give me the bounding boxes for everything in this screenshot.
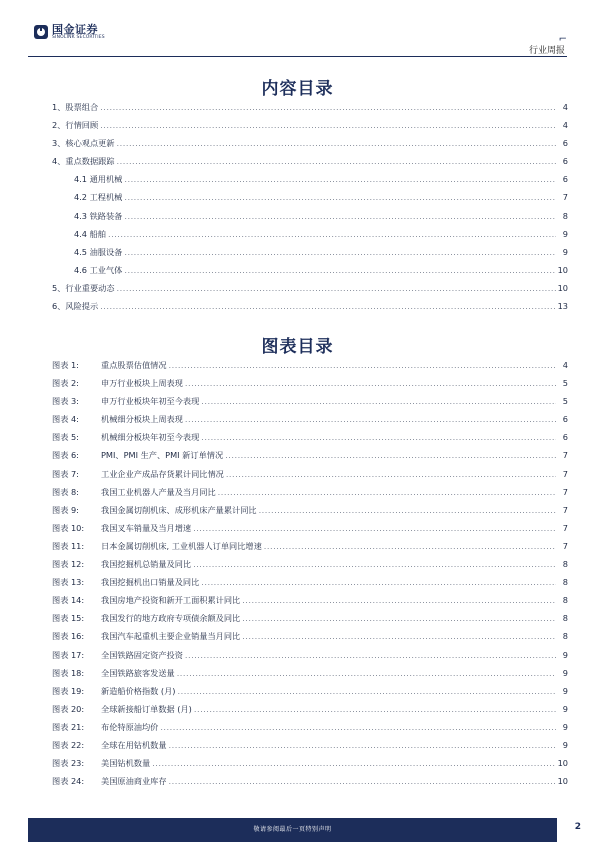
figure-entry-number: 图表 12: xyxy=(52,559,85,570)
figure-entry-number: 图表 6: xyxy=(52,450,79,461)
figure-entry-number: 图表 9: xyxy=(52,504,79,515)
figure-entry[interactable] xyxy=(52,505,568,523)
toc-entry-label: 4.1 通用机械 xyxy=(74,174,123,185)
figure-entry-page: 7 xyxy=(562,468,568,479)
figure-entry[interactable] xyxy=(52,704,568,722)
dot-leader xyxy=(117,156,556,166)
toc-entry[interactable] xyxy=(52,283,568,301)
logo-name-cn: 国金证券 xyxy=(52,23,98,36)
dot-leader xyxy=(178,686,557,696)
figure-entry[interactable] xyxy=(52,360,568,378)
figure-entry-page: 7 xyxy=(562,540,568,551)
figure-entry[interactable] xyxy=(52,595,568,613)
figure-entry-number: 图表 13: xyxy=(52,577,85,588)
figure-entry-page: 10 xyxy=(557,776,568,787)
toc-entry[interactable] xyxy=(52,265,568,283)
figure-entry-label: 布伦特原油均价 xyxy=(101,721,159,732)
company-logo xyxy=(34,24,105,41)
figure-entry-number: 图表 24: xyxy=(52,776,85,787)
figure-entry-page: 7 xyxy=(562,522,568,533)
toc-entry-label: 3、核心观点更新 xyxy=(52,138,115,149)
figure-entry-page: 6 xyxy=(562,432,568,443)
dot-leader xyxy=(194,704,556,714)
dot-leader xyxy=(100,301,555,311)
figure-entry-label: 我国发行的地方政府专项债余额及同比 xyxy=(101,613,241,624)
figure-entry-label: 我国挖掘机总销量及同比 xyxy=(101,559,192,570)
dot-leader xyxy=(169,360,556,370)
figure-entry-number: 图表 11: xyxy=(52,540,85,551)
toc-list xyxy=(52,102,568,319)
figure-entry[interactable] xyxy=(52,469,568,487)
toc-entry-page: 7 xyxy=(562,192,568,203)
dot-leader xyxy=(226,469,556,479)
figure-entry[interactable] xyxy=(52,396,568,414)
figure-entry-number: 图表 10: xyxy=(52,522,85,533)
figure-entry-number: 图表 7: xyxy=(52,468,79,479)
dot-leader xyxy=(100,102,556,112)
figure-entry-page: 9 xyxy=(562,703,568,714)
figure-entry-number: 图表 23: xyxy=(52,758,85,769)
footer-disclaimer: 敬请参阅最后一页特别声明 xyxy=(253,826,332,833)
toc-entry-page: 6 xyxy=(562,138,568,149)
toc-entry-page: 10 xyxy=(557,264,568,275)
figure-entry-page: 7 xyxy=(562,450,568,461)
dot-leader xyxy=(124,265,555,275)
figure-entry-number: 图表 18: xyxy=(52,667,85,678)
figure-entry-page: 5 xyxy=(562,396,568,407)
dot-leader xyxy=(169,740,556,750)
toc-entry-label: 1、股票组合 xyxy=(52,102,99,112)
dot-leader xyxy=(218,487,556,497)
figure-entry[interactable] xyxy=(52,631,568,649)
figure-entry[interactable] xyxy=(52,758,568,776)
figure-entry-number: 图表 5: xyxy=(52,432,79,443)
dot-leader xyxy=(124,192,556,202)
toc-entry-label: 4.4 船舶 xyxy=(74,228,106,239)
figure-entry-label: 申万行业板块年初至今表现 xyxy=(101,396,200,407)
dot-leader xyxy=(264,541,556,551)
figure-entry-page: 6 xyxy=(562,414,568,425)
dot-leader xyxy=(201,396,556,406)
figure-entry-number: 图表 22: xyxy=(52,739,85,750)
toc-entry[interactable] xyxy=(52,102,568,120)
dot-leader xyxy=(185,414,556,424)
toc-entry-label: 4、重点数据跟踪 xyxy=(52,156,115,167)
figure-entry-label: 我国挖掘机出口销量及同比 xyxy=(101,577,200,588)
toc-entry-page: 13 xyxy=(557,301,568,312)
figure-entry-page: 5 xyxy=(562,378,568,389)
figure-entry-number: 图表 2: xyxy=(52,378,79,389)
logo-mark-icon xyxy=(34,25,48,39)
figure-entry-number: 图表 16: xyxy=(52,631,85,642)
figure-entry-number: 图表 1: xyxy=(52,360,79,370)
figure-entry-label: 我国汽车起重机主要企业销量当月同比 xyxy=(101,631,241,642)
dot-leader xyxy=(124,211,556,221)
toc-entry-page: 4 xyxy=(562,102,568,112)
toc-entry-label: 4.5 油服设备 xyxy=(74,246,123,257)
toc-entry-label: 4.3 铁路装备 xyxy=(74,210,123,221)
figure-entry-page: 8 xyxy=(562,613,568,624)
report-type-label: 行业周报 xyxy=(528,46,565,56)
dot-leader xyxy=(201,577,556,587)
toc-entry[interactable] xyxy=(52,301,568,319)
dot-leader xyxy=(201,432,556,442)
figure-entry[interactable] xyxy=(52,450,568,468)
toc-entry-label: 2、行情回顾 xyxy=(52,120,99,131)
figure-entry-page: 7 xyxy=(562,486,568,497)
figure-entry[interactable] xyxy=(52,432,568,450)
figure-entry[interactable] xyxy=(52,686,568,704)
footer-bar xyxy=(28,818,557,842)
figure-entry-page: 9 xyxy=(562,685,568,696)
figure-entry-label: 机械细分板块上周表现 xyxy=(101,414,183,425)
dot-leader xyxy=(242,595,556,605)
dot-leader xyxy=(177,668,556,678)
toc-entry[interactable] xyxy=(52,211,568,229)
figure-entry-page: 8 xyxy=(562,559,568,570)
figure-entry[interactable] xyxy=(52,650,568,668)
figure-entry-label: 我国金属切削机床、成形机床产量累计同比 xyxy=(101,504,257,515)
figure-entry-label: PMI、PMI 生产、PMI 新订单情况 xyxy=(101,450,224,461)
dot-leader xyxy=(117,283,556,293)
figure-entry-label: 日本金属切削机床, 工业机器人订单同比增速 xyxy=(101,540,262,551)
figures-title: 图表目录 xyxy=(261,337,334,357)
figure-entry[interactable] xyxy=(52,523,568,541)
figure-entry[interactable] xyxy=(52,613,568,631)
figure-entry-page: 8 xyxy=(562,595,568,606)
toc-entry-page: 8 xyxy=(562,210,568,221)
figure-entry-page: 8 xyxy=(562,631,568,642)
page-footer xyxy=(0,818,595,842)
figure-entry[interactable] xyxy=(52,776,568,794)
toc-entry[interactable] xyxy=(52,247,568,265)
page-number: 2 xyxy=(574,822,581,832)
figure-entry-label: 重点股票估值情况 xyxy=(101,360,167,370)
dot-leader xyxy=(152,758,555,768)
dot-leader xyxy=(185,378,556,388)
figure-entry-page: 9 xyxy=(562,649,568,660)
figure-entry-label: 全国铁路固定资产投资 xyxy=(101,649,183,660)
figure-entry-number: 图表 8: xyxy=(52,486,79,497)
toc-entry-label: 6、风险提示 xyxy=(52,301,99,312)
header-divider xyxy=(28,56,567,57)
dot-leader xyxy=(259,505,556,515)
dot-leader xyxy=(185,650,556,660)
figure-entry-number: 图表 4: xyxy=(52,414,79,425)
figure-entry[interactable] xyxy=(52,487,568,505)
figure-entry-page: 7 xyxy=(562,504,568,515)
figure-entry-label: 工业企业产成品存货累计同比情况 xyxy=(101,468,224,479)
toc-title: 内容目录 xyxy=(261,79,334,99)
figures-list xyxy=(52,360,568,794)
dot-leader xyxy=(100,120,556,130)
figure-entry-label: 全球在用钻机数量 xyxy=(101,739,167,750)
toc-entry[interactable] xyxy=(52,156,568,174)
figure-entry[interactable] xyxy=(52,559,568,577)
dot-leader xyxy=(124,247,556,257)
figure-entry[interactable] xyxy=(52,414,568,432)
dot-leader xyxy=(124,174,556,184)
logo-name-en: SINOLINK SECURITIES xyxy=(52,35,105,40)
figure-entry-number: 图表 17: xyxy=(52,649,85,660)
figure-entry[interactable] xyxy=(52,577,568,595)
figure-entry-label: 全国铁路旅客发送量 xyxy=(101,667,175,678)
toc-entry[interactable] xyxy=(52,192,568,210)
figure-entry-label: 我国房地产投资和新开工面积累计同比 xyxy=(101,595,241,606)
figure-entry-page: 9 xyxy=(562,667,568,678)
figure-entry-label: 申万行业板块上周表现 xyxy=(101,378,183,389)
dot-leader xyxy=(193,559,556,569)
toc-entry-label: 4.6 工业气体 xyxy=(74,264,123,275)
figure-entry-number: 图表 3: xyxy=(52,396,79,407)
dot-leader xyxy=(117,138,556,148)
figure-entry-label: 机械细分板块年初至今表现 xyxy=(101,432,200,443)
figure-entry-page: 8 xyxy=(562,577,568,588)
dot-leader xyxy=(225,450,556,460)
toc-entry[interactable] xyxy=(52,138,568,156)
corner-mark-icon: ⌐ xyxy=(558,34,567,45)
figure-entry-number: 图表 20: xyxy=(52,703,85,714)
dot-leader xyxy=(160,722,556,732)
toc-entry-page: 10 xyxy=(557,282,568,293)
figure-entry-label: 美国钻机数量 xyxy=(101,758,151,769)
figure-entry-page: 10 xyxy=(557,758,568,769)
toc-entry-page: 9 xyxy=(562,228,568,239)
toc-entry[interactable] xyxy=(52,174,568,192)
figure-entry-page: 9 xyxy=(562,721,568,732)
toc-entry-page: 4 xyxy=(562,120,568,131)
toc-entry-label: 5、行业重要动态 xyxy=(52,282,115,293)
dot-leader xyxy=(242,613,556,623)
figure-entry-page: 4 xyxy=(562,360,568,370)
figure-entry-label: 美国原油商业库存 xyxy=(101,776,167,787)
dot-leader xyxy=(242,631,556,641)
figure-entry-number: 图表 19: xyxy=(52,685,85,696)
figure-entry-number: 图表 14: xyxy=(52,595,85,606)
figure-entry[interactable] xyxy=(52,740,568,758)
figure-entry-label: 全球新接船订单数据 (月) xyxy=(101,703,192,714)
toc-entry-label: 4.2 工程机械 xyxy=(74,192,123,203)
dot-leader xyxy=(108,229,556,239)
toc-entry-page: 9 xyxy=(562,246,568,257)
figure-entry-label: 新造船价格指数 (月) xyxy=(101,685,176,696)
figure-entry-label: 我国叉车销量及当月增速 xyxy=(101,522,192,533)
toc-entry[interactable] xyxy=(52,120,568,138)
toc-entry[interactable] xyxy=(52,229,568,247)
toc-entry-page: 6 xyxy=(562,174,568,185)
figure-entry-number: 图表 15: xyxy=(52,613,85,624)
figure-entry-number: 图表 21: xyxy=(52,721,85,732)
figure-entry[interactable] xyxy=(52,722,568,740)
dot-leader xyxy=(169,776,556,786)
page-header xyxy=(0,0,595,60)
figure-entry[interactable] xyxy=(52,378,568,396)
figure-entry-label: 我国工业机器人产量及当月同比 xyxy=(101,486,216,497)
dot-leader xyxy=(193,523,556,533)
figure-entry[interactable] xyxy=(52,668,568,686)
toc-entry-page: 6 xyxy=(562,156,568,167)
figure-entry[interactable] xyxy=(52,541,568,559)
figure-entry-page: 9 xyxy=(562,739,568,750)
